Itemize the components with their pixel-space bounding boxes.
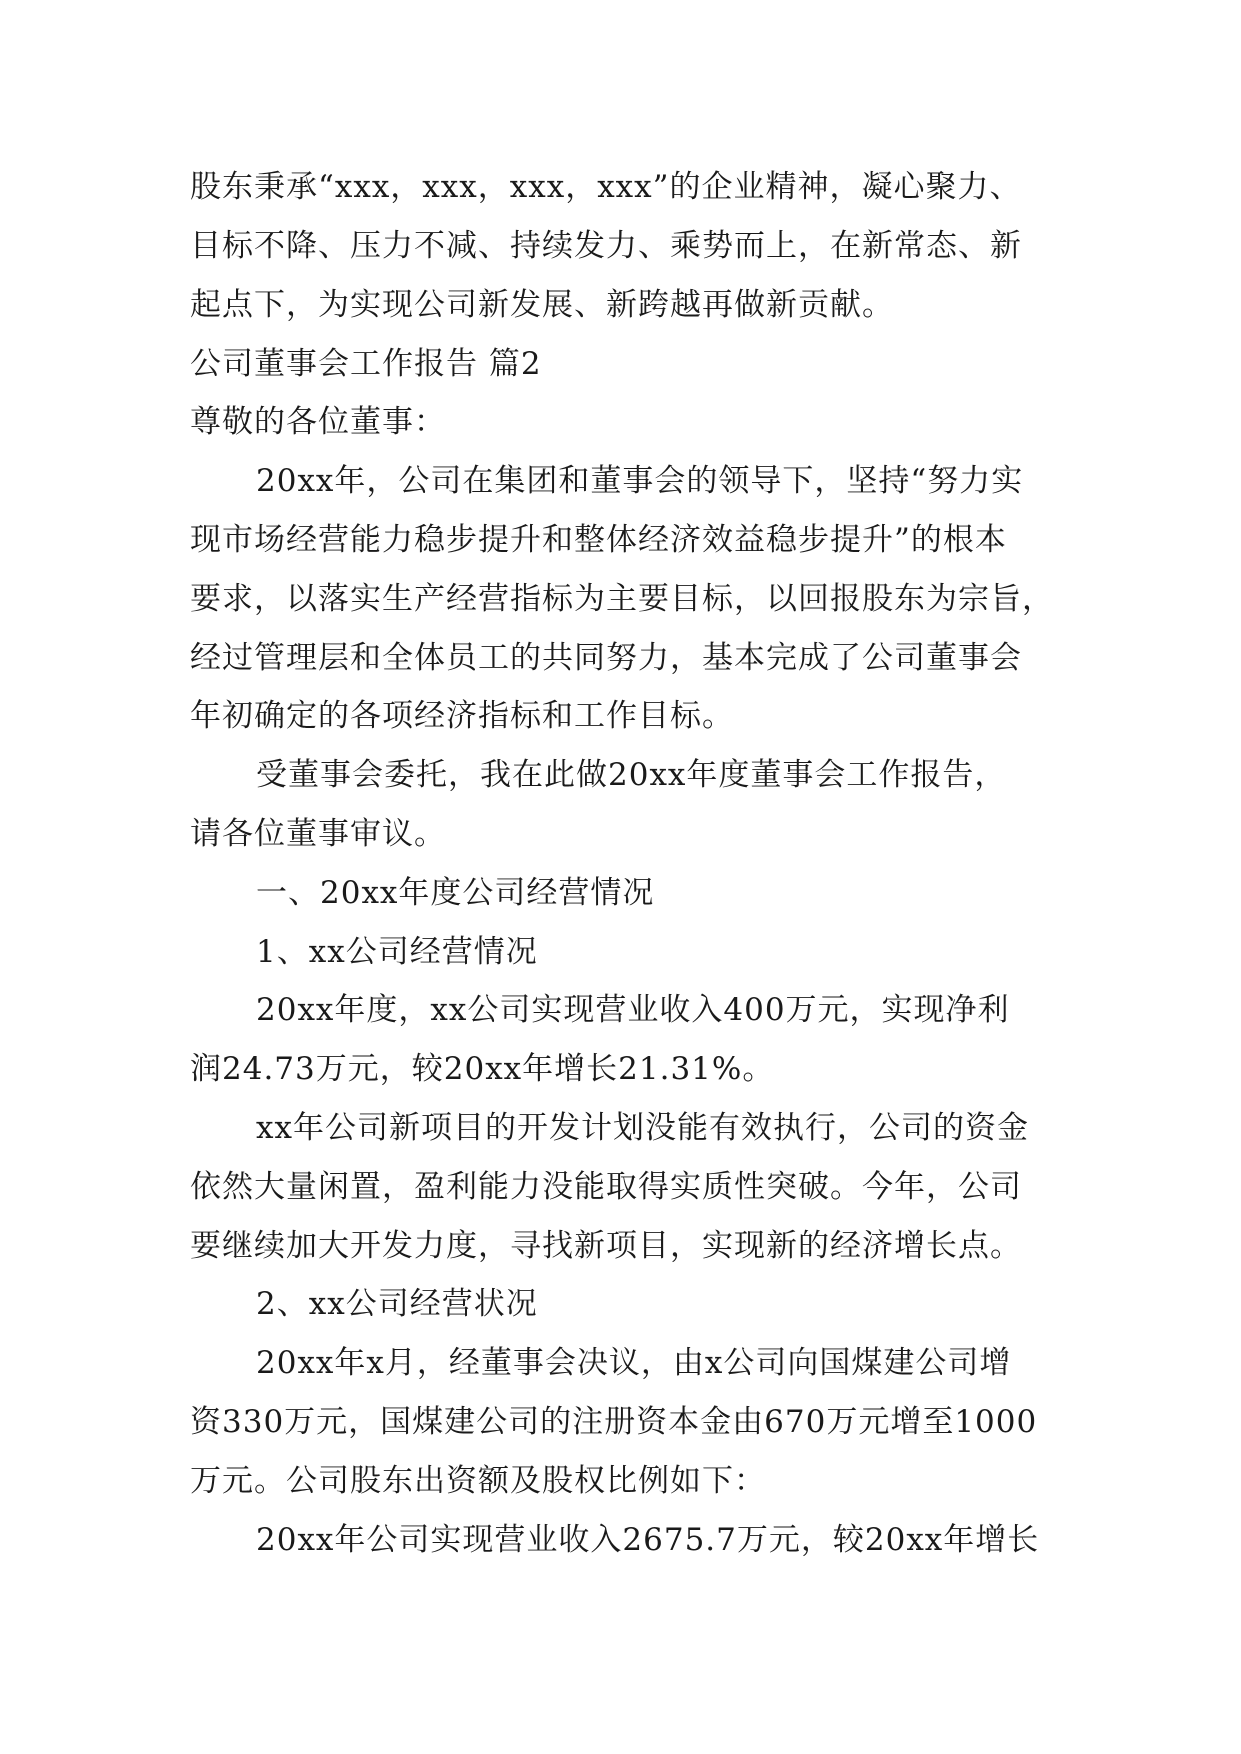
salutation: 尊敬的各位董事： [190, 404, 446, 440]
paragraph-line: 起点下，为实现公司新发展、新跨越再做新贡献。 [190, 287, 894, 323]
paragraph-line: 20xx年度，xx公司实现营业收入400万元，实现净利 [256, 992, 1010, 1028]
paragraph-line: 20xx年，公司在集团和董事会的领导下，坚持“努力实 [256, 463, 1024, 499]
subsection-heading: 1、xx公司经营情况 [256, 934, 538, 970]
paragraph-line: 现市场经营能力稳步提升和整体经济效益稳步提升”的根本 [190, 522, 1007, 558]
paragraph-line: 年初确定的各项经济指标和工作目标。 [190, 698, 734, 734]
paragraph-line: 资330万元，国煤建公司的注册资本金由670万元增至1000 [190, 1404, 1038, 1440]
paragraph-line: 股东秉承“xxx，xxx，xxx，xxx”的企业精神，凝心聚力、 [190, 169, 1022, 205]
paragraph-line: 万元。公司股东出资额及股权比例如下： [190, 1463, 766, 1499]
paragraph-line: 请各位董事审议。 [190, 816, 446, 852]
paragraph-line: 受董事会委托，我在此做20xx年度董事会工作报告， [256, 757, 1007, 793]
paragraph-line: 要继续加大开发力度，寻找新项目，实现新的经济增长点。 [190, 1228, 1022, 1264]
paragraph-line: 目标不降、压力不减、持续发力、乘势而上，在新常态、新 [190, 228, 1022, 264]
paragraph-line: 20xx年x月，经董事会决议，由x公司向国煤建公司增 [256, 1345, 1012, 1381]
paragraph-line: 20xx年公司实现营业收入2675.7万元，较20xx年增长 [256, 1522, 1040, 1558]
subsection-heading: 2、xx公司经营状况 [256, 1286, 538, 1322]
paragraph-line: 润24.73万元，较20xx年增长21.31%。 [190, 1051, 775, 1087]
section-heading: 公司董事会工作报告 篇2 [190, 346, 542, 382]
paragraph-line: 经过管理层和全体员工的共同努力，基本完成了公司董事会 [190, 640, 1022, 676]
paragraph-line: xx年公司新项目的开发计划没能有效执行，公司的资金 [256, 1110, 1029, 1146]
paragraph-line: 依然大量闲置，盈利能力没能取得实质性突破。今年，公司 [190, 1169, 1022, 1205]
paragraph-line: 要求，以落实生产经营指标为主要目标，以回报股东为宗旨， [190, 581, 1054, 617]
subsection-heading: 一、20xx年度公司经营情况 [256, 875, 655, 911]
